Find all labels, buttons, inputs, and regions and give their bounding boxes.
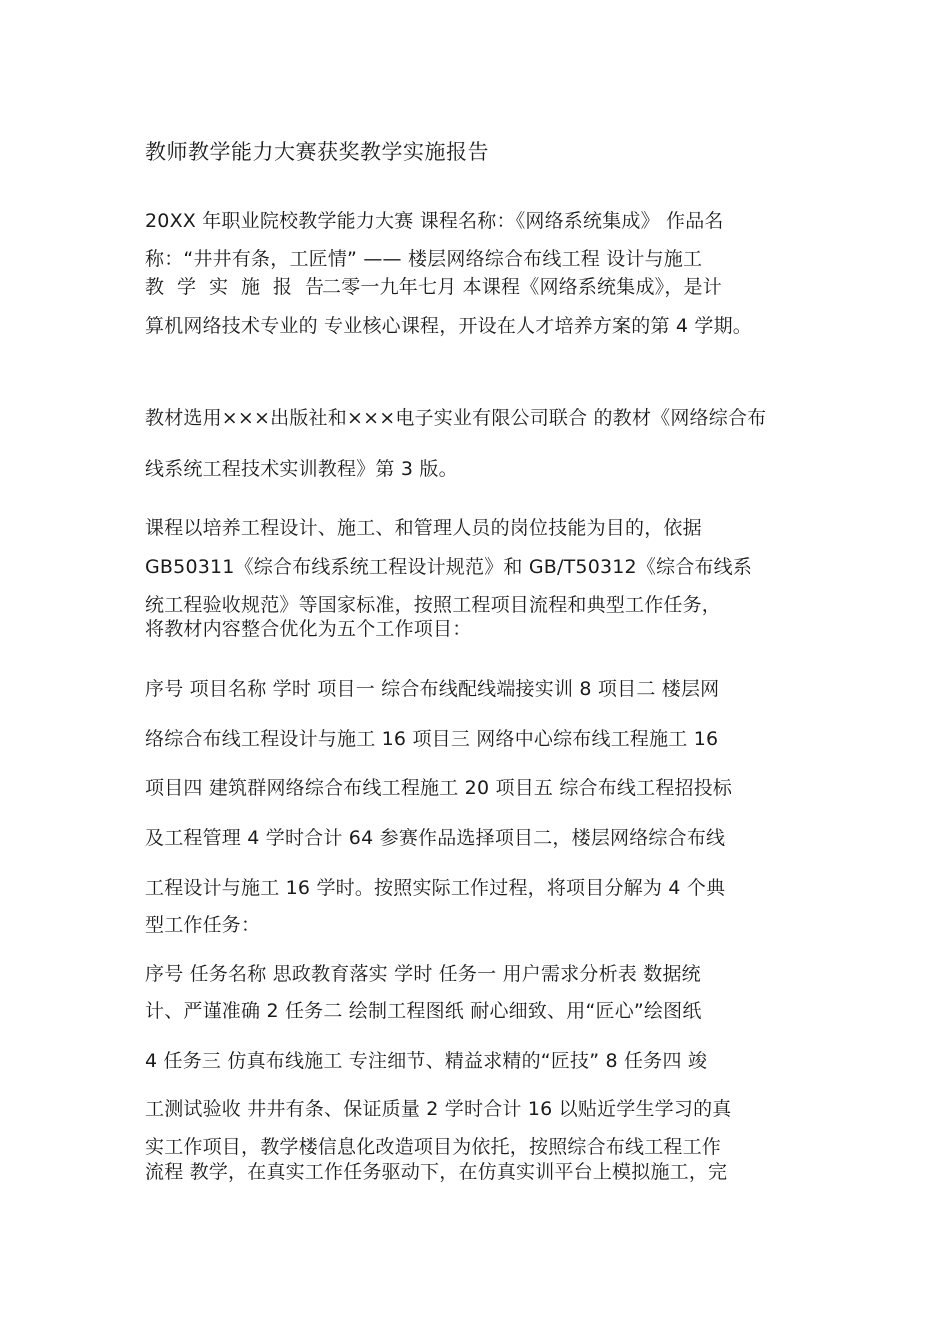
text-line: 课程以培养工程设计、施工、和管理人员的岗位技能为目的，依据 [145, 517, 702, 539]
text-line: 4 任务三 仿真布线施工 专注细节、精益求精的“匠技” 8 任务四 竣 [145, 1050, 708, 1072]
text-line: 20XX 年职业院校教学能力大赛 课程名称：《网络系统集成》 作品名 [145, 210, 724, 232]
text-line: 统工程验收规范》等国家标准，按照工程项目流程和典型工作任务， [145, 594, 722, 616]
text-line: 教材选用×××出版社和×××电子实业有限公司联合 的教材《网络综合布 [145, 407, 767, 429]
text-line: 将教材内容整合优化为五个工作项目： [145, 618, 472, 640]
text-line: 工程设计与施工 16 学时。按照实际工作过程，将项目分解为 4 个典 [145, 877, 726, 899]
text-line: 二零一九年七月 本课程《网络系统集成》，是计 [322, 276, 722, 298]
text-line: 序号 项目名称 学时 项目一 综合布线配线端接实训 8 项目二 楼层网 [145, 678, 720, 700]
text-line: 流程 教学，在真实工作任务驱动下，在仿真实训平台上模拟施工，完 [145, 1161, 728, 1183]
text-line: 型工作任务： [145, 914, 261, 936]
text-line: 及工程管理 4 学时合计 64 参赛作品选择项目二，楼层网络综合布线 [145, 827, 726, 849]
text-line: 算机网络技术专业的 专业核心课程，开设在人才培养方案的第 4 学期。 [145, 315, 753, 337]
text-line: 计、严谨准确 2 任务二 绘制工程图纸 耐心细致、用“匠心”绘图纸 [145, 1000, 702, 1022]
text-line: 线系统工程技术实训教程》第 3 版。 [145, 458, 458, 480]
document-title: 教师教学能力大赛获奖教学实施报告 [145, 140, 489, 164]
text-line: 络综合布线工程设计与施工 16 项目三 网络中心综布线工程施工 16 [145, 728, 719, 750]
text-line: 教学实施报告 [145, 276, 338, 298]
text-line: 工测试验收 井井有条、保证质量 2 学时合计 16 以贴近学生学习的真 [145, 1098, 732, 1120]
text-line: 项目四 建筑群网络综合布线工程施工 20 项目五 综合布线工程招投标 [145, 777, 733, 799]
text-line: 序号 任务名称 思政教育落实 学时 任务一 用户需求分析表 数据统 [145, 963, 701, 985]
text-line: 称：“井井有条，工匠情” —— 楼层网络综合布线工程 设计与施工 [145, 248, 703, 270]
text-line: 实工作项目，教学楼信息化改造项目为依托，按照综合布线工程工作 [145, 1136, 722, 1158]
text-line: GB50311《综合布线系统工程设计规范》和 GB/T50312《综合布线系 [145, 556, 753, 578]
